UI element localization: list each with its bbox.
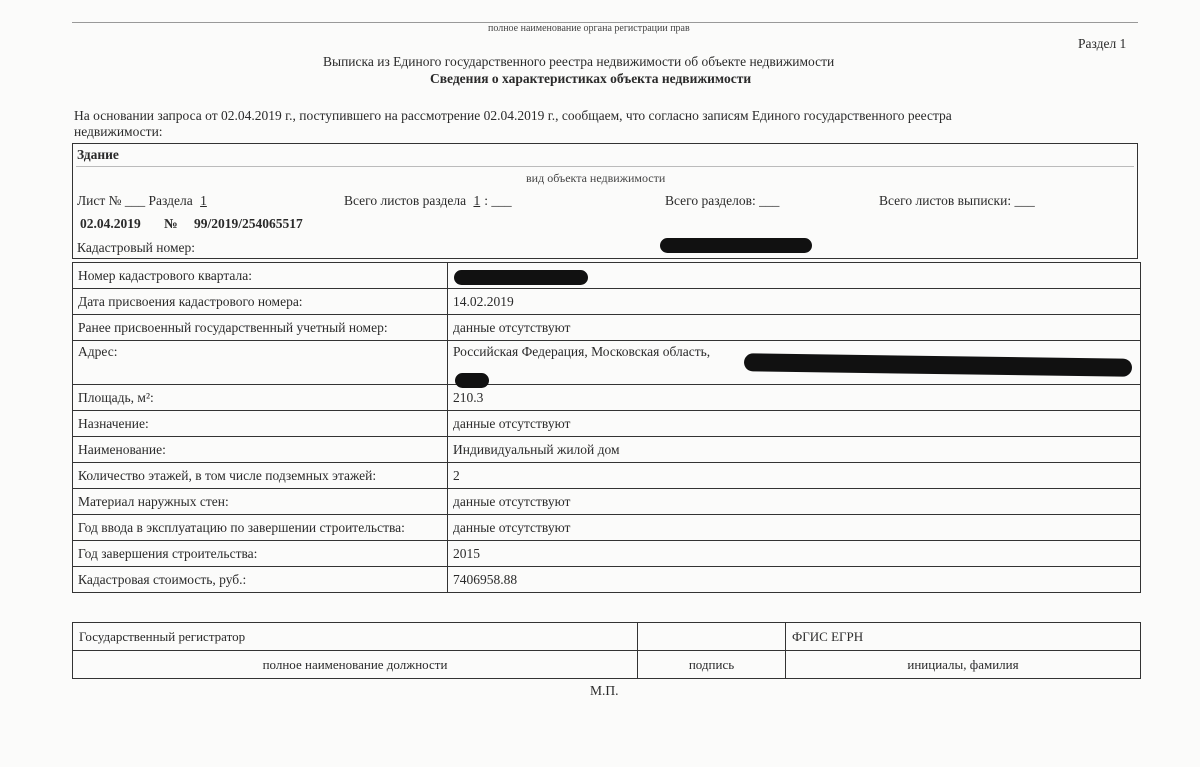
row-label: Площадь, м²: <box>73 385 448 411</box>
signature-cell <box>638 623 786 651</box>
row-value: данные отсутствуют <box>448 515 1141 541</box>
row-value: 2 <box>448 463 1141 489</box>
signature-bottom-rule <box>72 678 1141 679</box>
table-row <box>73 315 1141 341</box>
address-redaction-2 <box>455 373 489 388</box>
row-value: 7406958.88 <box>448 567 1141 593</box>
table-row <box>73 411 1141 437</box>
signature-caption: подпись <box>638 651 786 679</box>
sheet-label: Лист № ___ Раздела <box>77 193 193 208</box>
characteristics-table <box>72 262 1141 593</box>
row-label: Дата присвоения кадастрового номера: <box>73 289 448 315</box>
row-label: Ранее присвоенный государственный учетный номер: <box>73 315 448 341</box>
section-label: Раздел 1 <box>1078 36 1127 51</box>
intro-text-line2: недвижимости: <box>74 124 163 139</box>
sheet-number <box>77 193 211 209</box>
document-title: Выписка из Единого государственного реестра недвижимости об объекте недвижимости <box>323 54 835 69</box>
table-row <box>73 289 1141 315</box>
row-value: Российская Федерация, Московская область, <box>448 341 1141 385</box>
signature-table <box>72 622 1141 679</box>
stamp-place: М.П. <box>590 683 619 698</box>
object-kind-caption: вид объекта недвижимости <box>526 171 666 185</box>
document-subtitle: Сведения о характеристиках объекта недвижимости <box>430 71 752 86</box>
row-value: Индивидуальный жилой дом <box>448 437 1141 463</box>
total-sheets-section-num: 1 <box>473 193 481 208</box>
table-row <box>73 567 1141 593</box>
quarter-number-redaction <box>454 270 588 285</box>
table-row <box>73 463 1141 489</box>
table-row <box>73 489 1141 515</box>
row-label: Год ввода в эксплуатацию по завершении строительства: <box>73 515 448 541</box>
row-label: Количество этажей, в том числе подземных этажей: <box>73 463 448 489</box>
total-sheets-section-tail: : ___ <box>484 193 512 208</box>
document-number: 99/2019/254065517 <box>194 216 303 231</box>
object-kind-rule <box>76 166 1134 167</box>
table-row <box>73 437 1141 463</box>
object-kind: Здание <box>77 147 119 162</box>
row-value: данные отсутствуют <box>448 315 1141 341</box>
cadastral-number-redaction <box>660 238 812 253</box>
signature-row <box>73 623 1141 651</box>
row-value: данные отсутствуют <box>448 411 1141 437</box>
intro-text-line1: На основании запроса от 02.04.2019 г., поступившего на рассмотрение 02.04.2019 г., сообщаем, что согласно записям Единого государственного реестра <box>74 108 952 123</box>
document-date: 02.04.2019 <box>80 216 141 231</box>
row-label: Наименование: <box>73 437 448 463</box>
total-sheets-section-label: Всего листов раздела <box>344 193 467 208</box>
row-label: Кадастровая стоимость, руб.: <box>73 567 448 593</box>
row-value: 210.3 <box>448 385 1141 411</box>
number-sign: № <box>164 216 178 231</box>
registrar-cell: Государственный регистратор <box>73 623 638 651</box>
row-label: Номер кадастрового квартала: <box>73 263 448 289</box>
system-cell: ФГИС ЕГРН <box>786 623 1141 651</box>
row-value: 14.02.2019 <box>448 289 1141 315</box>
total-sections: Всего разделов: ___ <box>665 193 780 208</box>
table-row <box>73 263 1141 289</box>
row-label: Адрес: <box>73 341 448 385</box>
registry-org-caption: полное наименование органа регистрации прав <box>488 23 690 34</box>
signature-caption-row <box>73 651 1141 679</box>
row-value: 2015 <box>448 541 1141 567</box>
cadastral-number-label: Кадастровый номер: <box>77 240 196 255</box>
name-caption: инициалы, фамилия <box>786 651 1141 679</box>
table-row <box>73 541 1141 567</box>
position-caption: полное наименование должности <box>73 651 638 679</box>
row-value: данные отсутствуют <box>448 489 1141 515</box>
row-label: Материал наружных стен: <box>73 489 448 515</box>
row-label: Назначение: <box>73 411 448 437</box>
row-label: Год завершения строительства: <box>73 541 448 567</box>
total-extract-sheets: Всего листов выписки: ___ <box>879 193 1035 208</box>
table-row <box>73 385 1141 411</box>
total-sheets-section <box>344 193 512 209</box>
table-row <box>73 515 1141 541</box>
sheet-section-num: 1 <box>200 193 207 208</box>
